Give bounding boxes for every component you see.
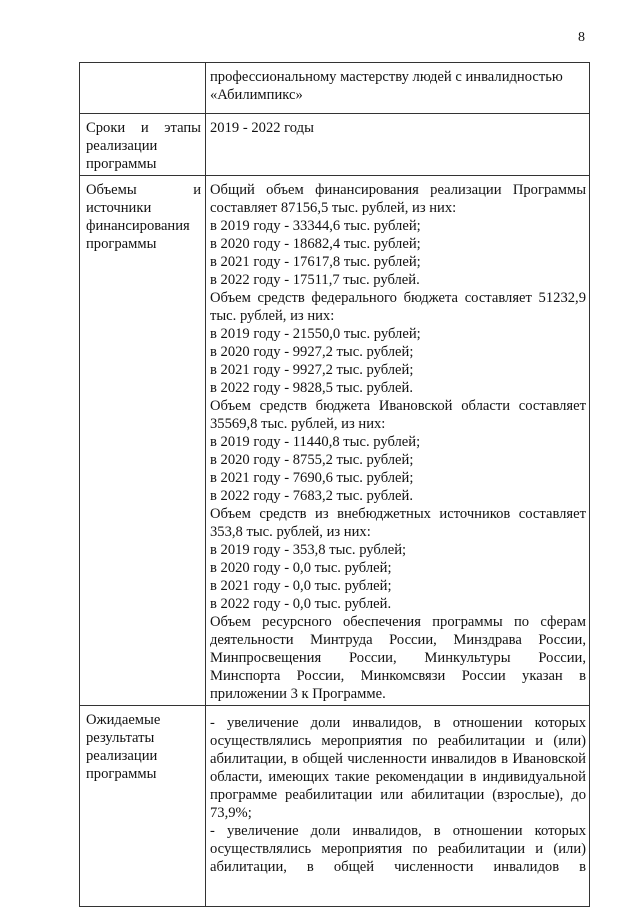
row-content [206, 114, 589, 139]
financing-paragraph: Объем средств бюджета Ивановской области составляет 35569,8 тыс. рублей, из них: [210, 398, 586, 432]
financing-year-line: в 2022 году - 0,0 тыс. рублей. [210, 596, 392, 612]
financing-paragraph: Объем средств федерального бюджета составляет 51232,9 тыс. рублей, из них: [210, 290, 586, 324]
result-item-line: осуществлялись мероприятия по реабилитации и (или) [210, 841, 586, 857]
financing-paragraph: Объем средств из внебюджетных источников составляет 353,8 тыс. рублей, из них: [210, 506, 586, 540]
financing-paragraph: Объем ресурсного обеспечения программы по сферам деятельности Минтруда России, Минздрава России, Минпросвещения России, Минкультуры России, Минспорта России, Минкомсвязи России указан в приложении 3 к Программе. [210, 614, 586, 702]
financing-year-line: в 2021 году - 0,0 тыс. рублей; [210, 578, 392, 594]
financing-year-line: в 2021 году - 7690,6 тыс. рублей; [210, 470, 414, 486]
result-item-line: абилитации, в общей численности инвалидов в [210, 859, 586, 875]
financing-year-line: в 2020 году - 18682,4 тыс. рублей; [210, 236, 421, 252]
expected-results [206, 706, 589, 878]
page-number: 8 [578, 30, 585, 45]
financing-details [206, 176, 589, 705]
table-row [80, 176, 590, 706]
financing-year-line: в 2022 году - 7683,2 тыс. рублей. [210, 488, 413, 504]
row-label-cell [80, 114, 206, 176]
financing-year-line: в 2020 году - 9927,2 тыс. рублей; [210, 344, 414, 360]
table-row [80, 114, 590, 176]
text-line: профессиональному мастерству людей с инвалидностью [210, 69, 563, 85]
row-label-cell [80, 176, 206, 706]
financing-year-line: в 2021 году - 17617,8 тыс. рублей; [210, 254, 421, 270]
row-label: Объемы и источники финансирования программы [86, 182, 201, 252]
financing-year-line: в 2020 году - 0,0 тыс. рублей; [210, 560, 392, 576]
financing-year-line: в 2021 году - 9927,2 тыс. рублей; [210, 362, 414, 378]
row-content [206, 63, 589, 106]
program-passport-table [79, 62, 590, 907]
row-label: Ожидаемые результаты реализации программы [86, 712, 161, 782]
row-label [80, 63, 205, 70]
row-content-cell [206, 63, 590, 114]
financing-year-line: в 2019 году - 353,8 тыс. рублей; [210, 542, 407, 558]
row-content-cell [206, 176, 590, 706]
result-item: - увеличение доли инвалидов, в отношении которых осуществлялись мероприятия по реабилитации и (или) абилитации, в общей численности инвалидов в Ивановской области, имеющих такие рекомендации в индивидуальной программе реабилитации или абилитации (взрослые), до 73,9%; [210, 715, 586, 821]
financing-year-line: в 2019 году - 21550,0 тыс. рублей; [210, 326, 421, 342]
row-label-cell [80, 706, 206, 907]
row-content-cell [206, 706, 590, 907]
financing-year-line: в 2019 году - 11440,8 тыс. рублей; [210, 434, 421, 450]
financing-year-line: в 2022 году - 9828,5 тыс. рублей. [210, 380, 413, 396]
text-line: «Абилимпикс» [210, 87, 303, 103]
result-item-line: - увеличение доли инвалидов, в отношении которых [210, 823, 586, 839]
financing-year-line: в 2020 году - 8755,2 тыс. рублей; [210, 452, 414, 468]
financing-year-line: в 2019 году - 33344,6 тыс. рублей; [210, 218, 421, 234]
timeframe-text: 2019 - 2022 годы [210, 120, 314, 136]
financing-paragraph: Общий объем финансирования реализации Программы составляет 87156,5 тыс. рублей, из них: [210, 182, 586, 216]
table-row [80, 706, 590, 907]
row-label: Сроки и этапы реализации программы [86, 120, 201, 172]
row-content-cell [206, 114, 590, 176]
financing-year-line: в 2022 году - 17511,7 тыс. рублей. [210, 272, 420, 288]
table-row [80, 63, 590, 114]
row-label-cell [80, 63, 206, 114]
